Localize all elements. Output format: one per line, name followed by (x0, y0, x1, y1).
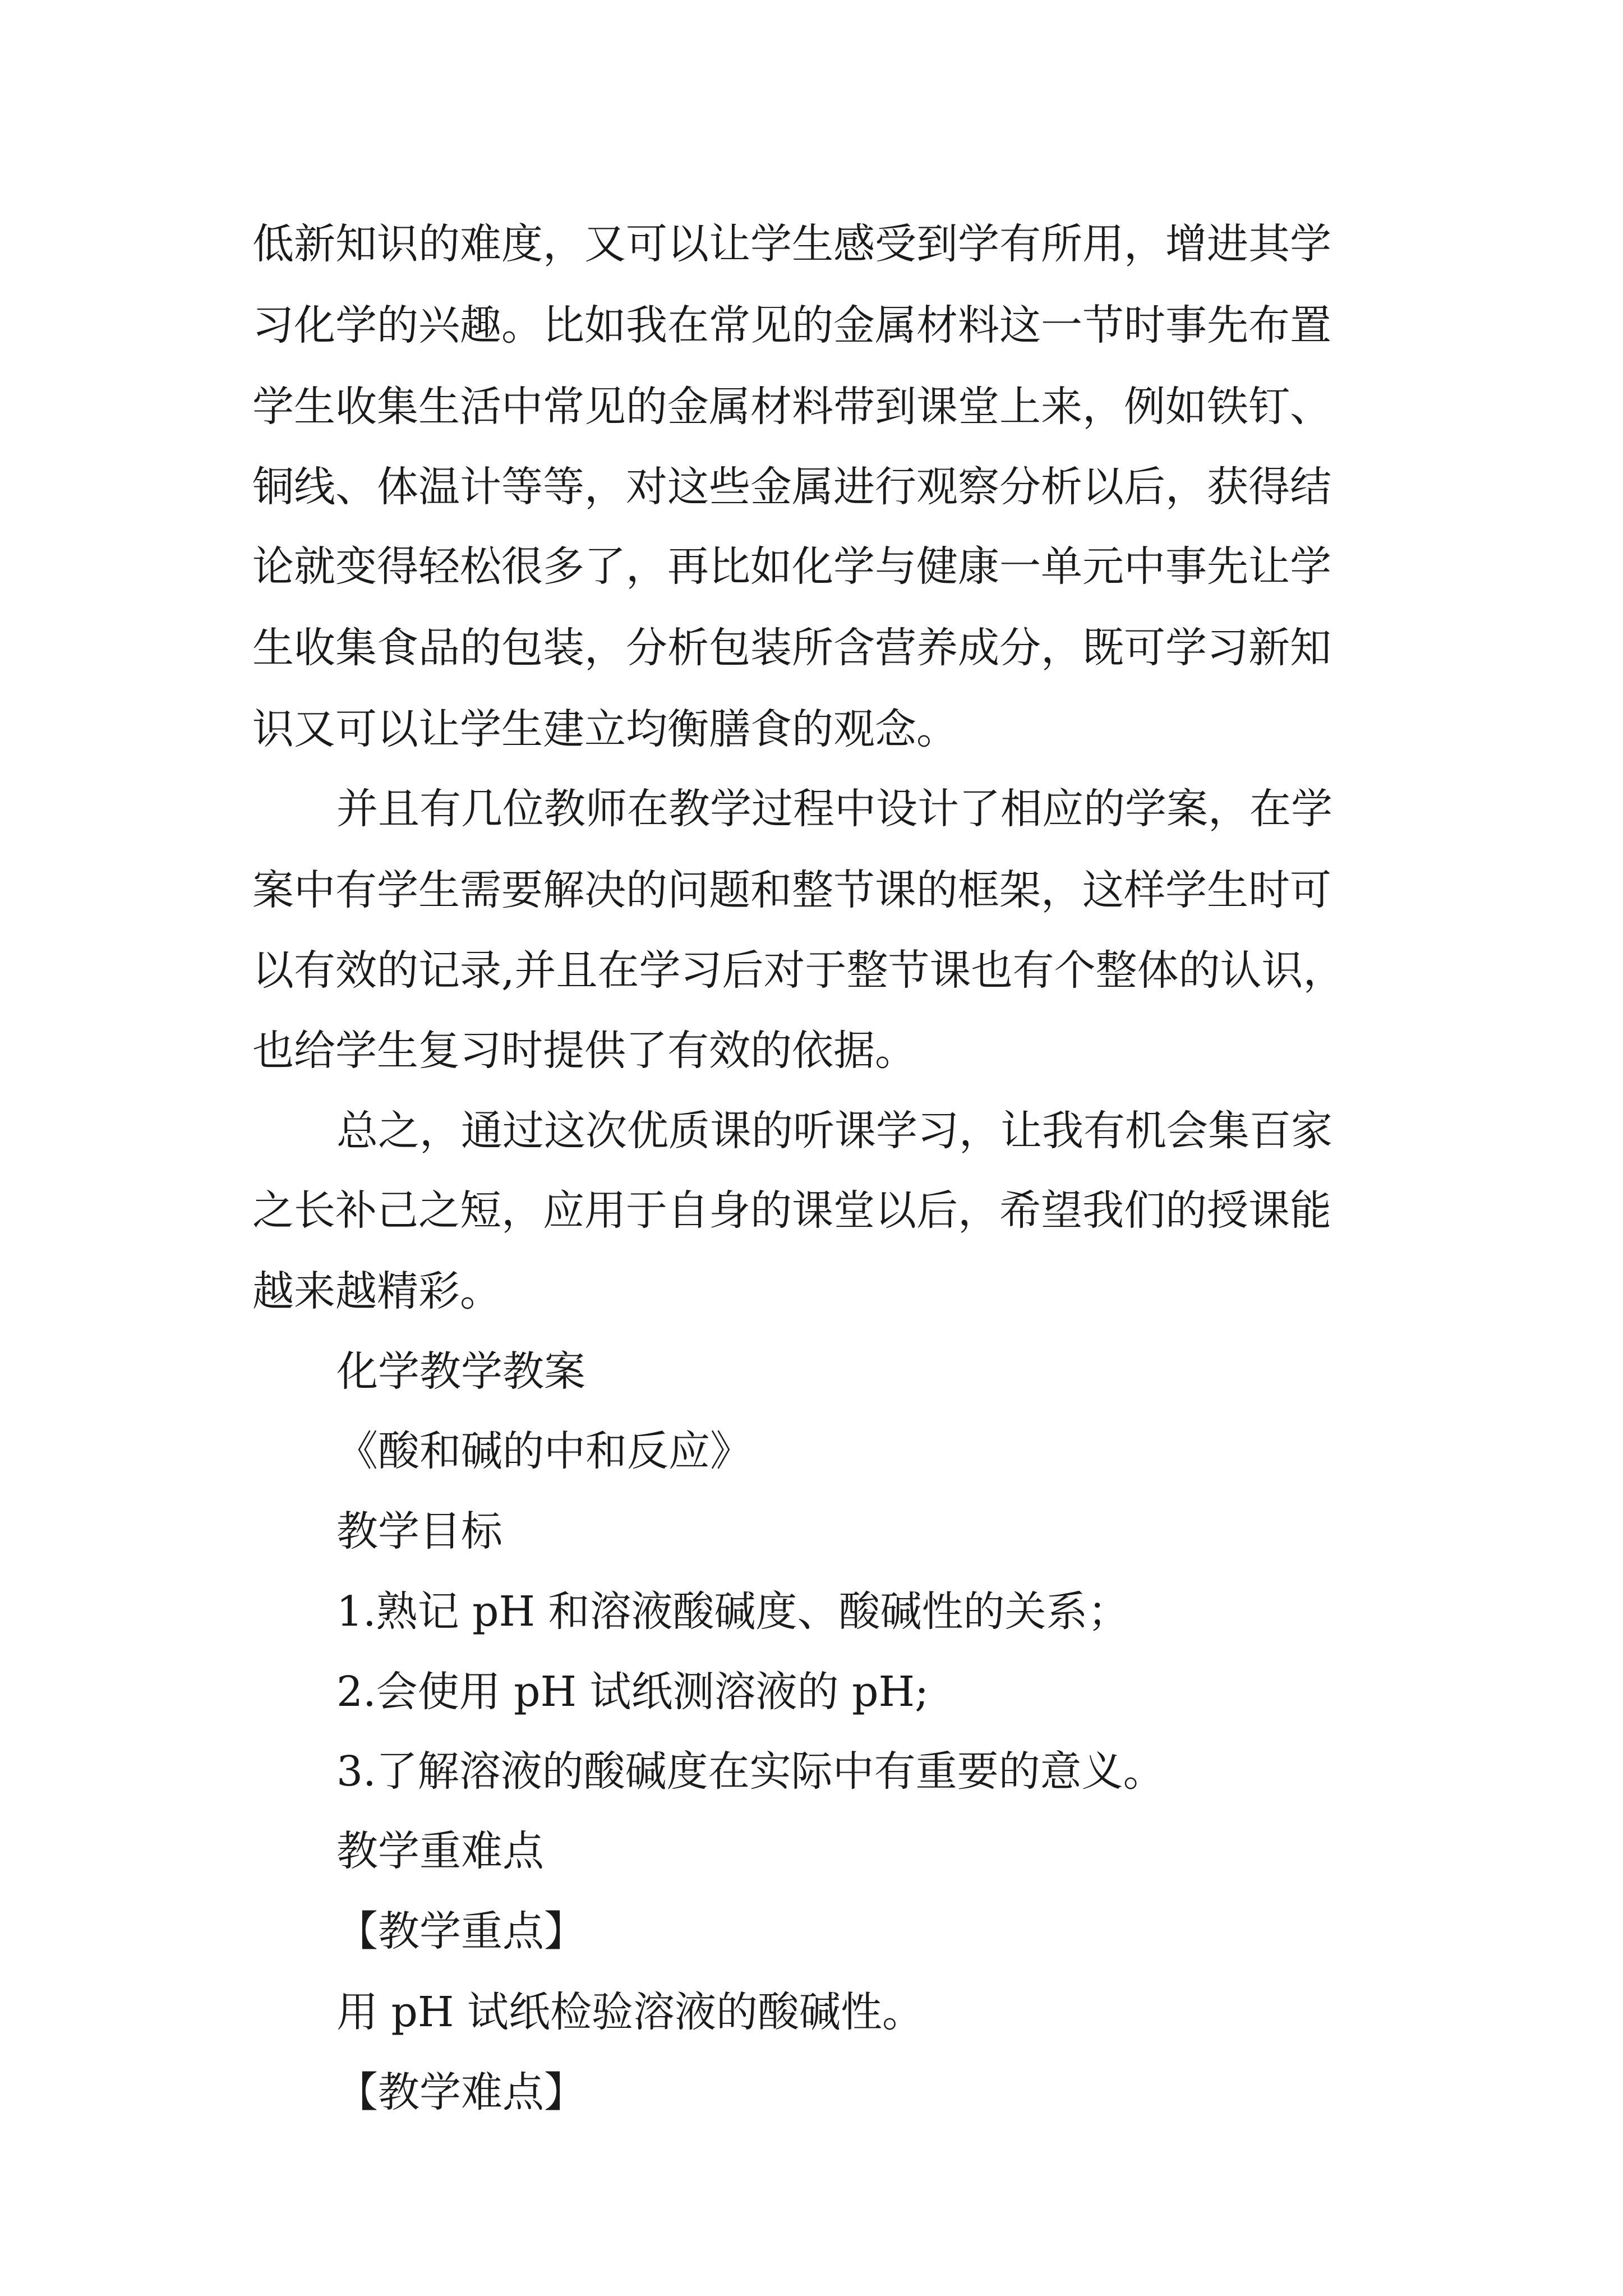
lesson-title: 《酸和碱的中和反应》 (336, 1427, 751, 1475)
difficulty-label: 【教学难点】 (336, 2068, 585, 2116)
paragraph-line: 越来越精彩。 (252, 1267, 501, 1315)
key-points-heading: 教学重难点 (336, 1827, 544, 1875)
objectives-heading: 教学目标 (336, 1507, 502, 1556)
paragraph-line: 识又可以让学生建立均衡膳食的观念。 (252, 705, 958, 753)
objective-item: 1.熟记 pH 和溶液酸碱度、酸碱性的关系； (336, 1588, 1129, 1636)
paragraph-line: 低新知识的难度，又可以让学生感受到学有所用，增进其学 (252, 220, 1331, 268)
lesson-heading: 化学教学教案 (336, 1347, 585, 1396)
paragraph-line: 习化学的兴趣。比如我在常见的金属材料这一节时事先布置 (252, 301, 1331, 349)
paragraph-line: 也给学生复习时提供了有效的依据。 (252, 1027, 916, 1075)
paragraph-line: 论就变得轻松很多了，再比如化学与健康一单元中事先让学 (252, 542, 1331, 591)
objective-item: 3.了解溶液的酸碱度在实际中有重要的意义。 (336, 1747, 1165, 1796)
paragraph-line: 并且有几位教师在教学过程中设计了相应的学案，在学 (336, 785, 1332, 833)
paragraph-line: 铜线、体温计等等，对这些金属进行观察分析以后，获得结 (252, 463, 1331, 511)
paragraph-line: 学生收集生活中常见的金属材料带到课堂上来，例如铁钉、 (252, 383, 1331, 431)
key-point-label: 【教学重点】 (336, 1907, 585, 1955)
paragraph-line: 之长补己之短，应用于自身的课堂以后，希望我们的授课能 (252, 1186, 1331, 1235)
paragraph-line: 总之，通过这次优质课的听课学习，让我有机会集百家 (336, 1107, 1332, 1155)
objective-item: 2.会使用 pH 试纸测溶液的 pH; (336, 1668, 929, 1716)
paragraph-line: 生收集食品的包装，分析包装所含营养成分，既可学习新知 (252, 624, 1331, 672)
paragraph-line: 案中有学生需要解决的问题和整节课的框架，这样学生时可 (252, 866, 1331, 914)
key-point-text: 用 pH 试纸检验溶液的酸碱性。 (336, 1988, 924, 2036)
paragraph-line: 以有效的记录,并且在学习后对于整节课也有个整体的认识， (252, 946, 1345, 995)
